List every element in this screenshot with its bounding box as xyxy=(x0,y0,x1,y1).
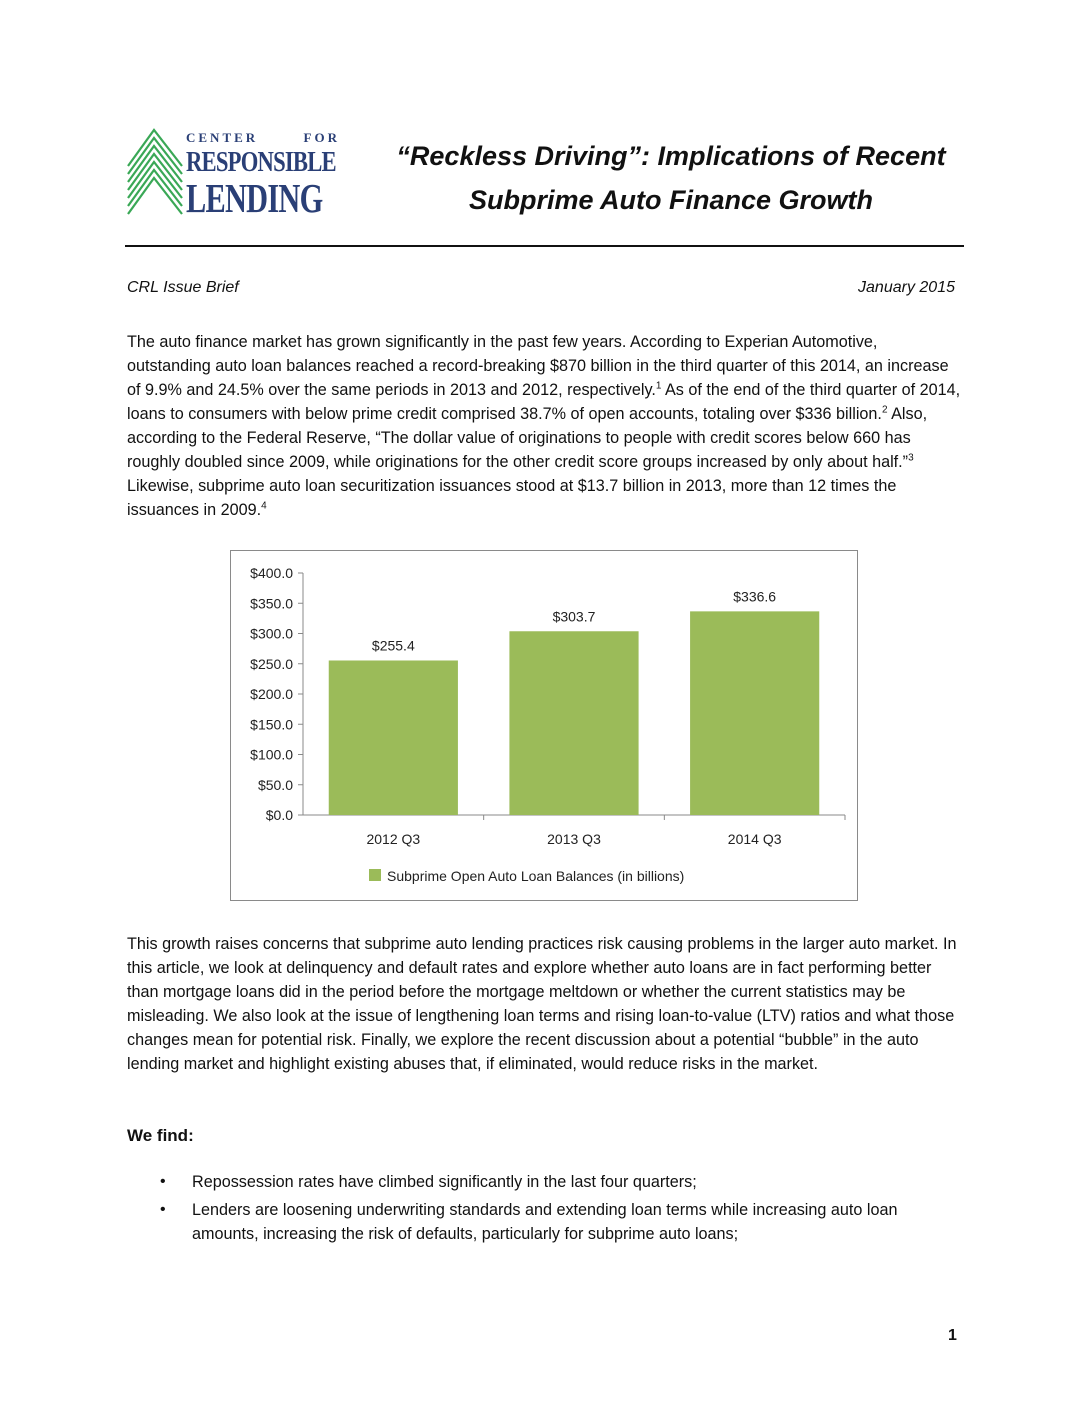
bar xyxy=(509,631,638,815)
logo-word-responsible: RESPONSIBLE xyxy=(186,146,336,178)
finding-text: Repossession rates have climbed significantly in the last four quarters; xyxy=(192,1173,697,1191)
y-tick-label: $200.0 xyxy=(250,686,293,702)
footnote-ref-1: 1 xyxy=(655,380,662,392)
bar xyxy=(329,660,458,815)
x-tick-label: 2012 Q3 xyxy=(366,831,421,847)
y-tick-label: $100.0 xyxy=(250,746,293,763)
issue-brief-label: CRL Issue Brief xyxy=(127,279,239,296)
subprime-balances-chart xyxy=(230,550,858,901)
legend-swatch xyxy=(369,869,381,881)
y-tick-label: $50.0 xyxy=(257,776,293,793)
findings-list xyxy=(127,1170,963,1250)
footnote-ref-3: 3 xyxy=(908,452,914,464)
bar xyxy=(690,611,819,815)
y-tick-label: $150.0 xyxy=(250,716,293,733)
title-line-1: “Reckless Driving”: Implications of Recent xyxy=(396,141,946,171)
intro-paragraph xyxy=(127,330,963,522)
y-tick-label: $350.0 xyxy=(250,595,293,612)
header-divider xyxy=(125,245,964,247)
logo-line-center-for xyxy=(186,130,340,146)
data-label: $303.7 xyxy=(552,608,596,625)
bullet-icon: • xyxy=(160,1201,166,1218)
crl-logo xyxy=(126,126,346,221)
x-tick-label: 2013 Q3 xyxy=(547,831,601,847)
logo-word-center: CENTER xyxy=(186,130,259,145)
intro-text-1: The auto finance market has grown significantly in the past few years. According to Experian Automotive, outstanding auto loan balances reached a record-breaking $870 billion in the third quarter of this 2014, an increase of 9.9% and 24.5% over the same periods in 2013 and 2012, respectively. xyxy=(127,333,949,399)
finding-text: Lenders are loosening underwriting standards and extending loan terms while increasing auto loan amounts, increasing the risk of defaults, particularly for subprime auto loans; xyxy=(192,1201,898,1243)
publication-date: January 2015 xyxy=(858,279,955,296)
intro-text-2: As of the end of the third quarter of 2014, loans to consumers with below prime credit comprised 38.7% of open accounts, totaling over $336 billion. xyxy=(127,381,961,423)
intro-text-3: Also, according to the Federal Reserve, “The dollar value of originations to people with credit scores below 660 has roughly doubled since 2009, while originations for the other credit score groups increased by only about half.” xyxy=(127,405,928,471)
logo-word-lending: LENDING xyxy=(186,175,323,221)
logo-word-for: FOR xyxy=(303,130,340,145)
y-tick-label: $0.0 xyxy=(265,807,293,823)
house-lines-icon xyxy=(126,126,184,218)
y-tick-label: $250.0 xyxy=(250,655,293,672)
legend-label: Subprime Open Auto Loan Balances (in billions) xyxy=(387,868,685,884)
page-number: 1 xyxy=(948,1327,957,1344)
footnote-ref-4: 4 xyxy=(261,500,267,512)
data-label: $255.4 xyxy=(371,637,415,654)
chart-canvas xyxy=(231,551,857,900)
concerns-paragraph: This growth raises concerns that subprime auto lending practices risk causing problems in the larger auto market. In this article, we look at delinquency and default rates and explore whether auto loans are in fact performing better than mortgage loans did in the period before the mortgage meltdown or whether the current statistics may be misleading. We also look at the issue of lengthening loan terms and rising loan-to-value (LTV) ratios and what those changes mean for potential risk. Finally, we explore the recent discussion about a potential “bubble” in the auto lending market and highlight existing abuses that, if eliminated, would reduce risks in the market. xyxy=(127,935,957,1073)
x-tick-label: 2014 Q3 xyxy=(727,831,782,847)
y-tick-label: $400.0 xyxy=(250,565,293,581)
document-title xyxy=(374,134,968,222)
finding-item xyxy=(127,1198,963,1246)
footnote-ref-2: 2 xyxy=(881,404,888,416)
bullet-icon: • xyxy=(160,1173,166,1190)
intro-text-4: Likewise, subprime auto loan securitization issuances stood at $13.7 billion in 2013, more than 12 times the issuances in 2009. xyxy=(127,477,897,519)
findings-heading: We find: xyxy=(127,1126,194,1145)
title-line-2: Subprime Auto Finance Growth xyxy=(468,185,873,215)
data-label: $336.6 xyxy=(733,588,777,605)
finding-item xyxy=(127,1170,963,1194)
y-tick-label: $300.0 xyxy=(250,625,293,642)
